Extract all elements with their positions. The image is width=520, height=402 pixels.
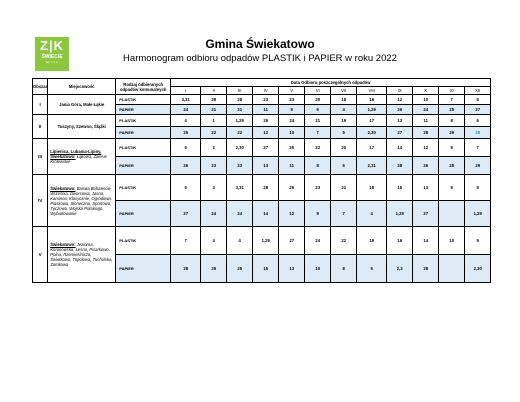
papier-date-cell: 27 <box>465 105 491 115</box>
plastik-date-cell: 28 <box>201 95 227 105</box>
plastik-date-cell: 3,31 <box>227 175 253 201</box>
table-row <box>33 227 491 255</box>
plastik-date-cell: 23 <box>279 95 305 105</box>
plastik-date-cell: 27 <box>279 227 305 255</box>
obszar-cell: III <box>33 139 48 175</box>
header-month: IV <box>253 87 279 95</box>
plastik-date-cell: 13 <box>387 115 413 127</box>
miejscowosc-cell <box>48 227 116 283</box>
plastik-date-cell: 14 <box>387 139 413 157</box>
plastik-date-cell: 23 <box>253 95 279 105</box>
header-month: IX <box>387 87 413 95</box>
papier-date-cell: 11 <box>279 157 305 175</box>
papier-date-cell: 9 <box>279 105 305 115</box>
papier-date-cell: 28 <box>387 157 413 175</box>
plastik-date-cell: 9 <box>465 175 491 201</box>
header-month: V <box>279 87 305 95</box>
schedule-body <box>33 95 491 283</box>
table-row <box>33 139 491 157</box>
papier-date-cell: 27 <box>387 127 413 139</box>
plastik-date-cell: 24 <box>279 115 305 127</box>
plastik-date-cell: 8 <box>439 115 465 127</box>
papier-date-cell: 12 <box>253 127 279 139</box>
plastik-date-cell: 22 <box>331 227 357 255</box>
papier-date-cell: 2,31 <box>357 157 387 175</box>
papier-date-cell: 24 <box>227 201 253 227</box>
miejscowosc-streets: Barwia,Bohaterów Września, Dworcowa, Jasna, Kaminna, Klasycznie, Ogrodowa, Piaskowa, Słoneczna, Sportowa, Tęczowa, Wojska Polskiego, Wybudowanie <box>50 185 112 216</box>
papier-type-cell: PAPIER <box>116 201 171 227</box>
papier-date-cell: 14 <box>253 201 279 227</box>
logo-mark: Z|K <box>40 38 64 53</box>
header-month: II <box>201 87 227 95</box>
header-month: XII <box>465 87 491 95</box>
plastik-date-cell: 7 <box>439 95 465 105</box>
plastik-date-cell: 3,31 <box>171 95 201 105</box>
papier-date-cell: 26 <box>171 157 201 175</box>
miejscowosc-streets: Jeziorna, Koronowska, Leśna, Pisarkowo, Polna, Rzemieślnicza, Świetkowo, Topolowa, Tucholska, Zamkowa <box>50 242 113 267</box>
papier-date-cell: 22 <box>227 127 253 139</box>
papier-date-cell: 1,29 <box>465 201 491 227</box>
plastik-type-cell: PLASTIK <box>116 139 171 157</box>
papier-date-cell: 6 <box>331 157 357 175</box>
papier-date-cell: 12 <box>279 201 305 227</box>
papier-date-cell <box>439 201 465 227</box>
plastik-date-cell: 2,30 <box>227 139 253 157</box>
papier-date-cell: 10 <box>305 255 331 283</box>
plastik-date-cell: 20 <box>305 95 331 105</box>
plastik-date-cell: 16 <box>387 227 413 255</box>
page-title: Gmina Świekatowo <box>205 37 315 51</box>
plastik-date-cell: 5 <box>171 139 201 157</box>
papier-date-cell: 5 <box>331 127 357 139</box>
papier-type-cell: PAPIER <box>116 105 171 115</box>
papier-date-cell: 26 <box>387 105 413 115</box>
plastik-date-cell: 19 <box>331 115 357 127</box>
miejscowosc-streets: Łąkowa, Zalesie Królewskie <box>50 154 108 164</box>
miejscowosc-text: Jania Góra, Małe Łąkie <box>59 102 105 107</box>
plastik-date-cell: 21 <box>331 175 357 201</box>
plastik-date-cell: 1,29 <box>227 115 253 127</box>
papier-date-cell: 25 <box>201 255 227 283</box>
plastik-type-cell: PLASTIK <box>116 227 171 255</box>
plastik-date-cell: 9 <box>465 227 491 255</box>
papier-date-cell: 26 <box>413 157 439 175</box>
header-miejscowosc: Miejscowość <box>48 79 116 95</box>
papier-date-cell: 2,30 <box>465 255 491 283</box>
plastik-date-cell: 17 <box>357 139 387 157</box>
schedule-table <box>32 78 491 283</box>
miejscowosc-cell <box>48 139 116 175</box>
plastik-date-cell: 5 <box>465 95 491 105</box>
papier-date-cell: 28 <box>439 157 465 175</box>
plastik-date-cell: 14 <box>413 227 439 255</box>
plastik-date-cell: 10 <box>439 227 465 255</box>
plastik-date-cell: 5 <box>171 175 201 201</box>
papier-date-cell: 8 <box>331 255 357 283</box>
papier-date-cell: 28 <box>413 127 439 139</box>
header-month: XI <box>439 87 465 95</box>
papier-date-cell: 11 <box>253 105 279 115</box>
plastik-date-cell: 7 <box>465 139 491 157</box>
papier-date-cell: 2,3 <box>387 255 413 283</box>
miejscowosc-cell <box>48 95 116 115</box>
obszar-cell: IV <box>33 175 48 227</box>
plastik-date-cell: 4 <box>171 115 201 127</box>
plastik-date-cell: 27 <box>253 139 279 157</box>
plastik-type-cell: PLASTIK <box>116 115 171 127</box>
plastik-date-cell: 25 <box>279 139 305 157</box>
table-row <box>33 95 491 105</box>
plastik-date-cell: 10 <box>413 95 439 105</box>
plastik-date-cell: 6 <box>465 115 491 127</box>
obszar-cell: V <box>33 227 48 283</box>
plastik-date-cell: 13 <box>413 175 439 201</box>
papier-date-cell: 28 <box>413 255 439 283</box>
papier-date-cell: 25 <box>439 105 465 115</box>
papier-date-cell: 21 <box>227 105 253 115</box>
plastik-date-cell: 18 <box>357 175 387 201</box>
header-obszar: Obszar <box>33 79 48 95</box>
obszar-cell: II <box>33 115 48 139</box>
plastik-date-cell: 23 <box>305 175 331 201</box>
plastik-date-cell: 21 <box>305 115 331 127</box>
papier-date-cell: 1,29 <box>387 201 413 227</box>
logo-name: ŚWIECIE <box>41 54 63 60</box>
papier-date-cell: 24 <box>201 201 227 227</box>
papier-date-cell: 25 <box>227 255 253 283</box>
plastik-date-cell: 26 <box>253 115 279 127</box>
papier-date-cell: 21 <box>201 105 227 115</box>
papier-date-cell: 1,29 <box>357 105 387 115</box>
header-rodzaj: Rodzaj odbieranych odpadów komunalnych <box>116 79 171 95</box>
miejscowosc-text: Tuszyny, Szewno, Ślążki <box>57 124 106 129</box>
plastik-date-cell: 4 <box>227 227 253 255</box>
papier-date-cell: 24 <box>413 105 439 115</box>
plastik-date-cell: 9 <box>439 139 465 157</box>
header-month: X <box>413 87 439 95</box>
plastik-date-cell: 9 <box>439 175 465 201</box>
papier-date-cell: 29 <box>439 127 465 139</box>
miejscowosc-town: Świekatowo: <box>50 242 76 247</box>
papier-date-cell: 28 <box>171 255 201 283</box>
papier-date-cell: 4 <box>331 105 357 115</box>
papier-date-cell: 13 <box>279 255 305 283</box>
plastik-date-cell: 3 <box>201 175 227 201</box>
plastik-type-cell: PLASTIK <box>116 95 171 105</box>
miejscowosc-cell <box>48 175 116 227</box>
plastik-date-cell: 28 <box>227 95 253 105</box>
plastik-date-cell: 15 <box>387 175 413 201</box>
plastik-date-cell: 1,29 <box>253 227 279 255</box>
plastik-date-cell: 11 <box>413 115 439 127</box>
plastik-date-cell: 12 <box>413 139 439 157</box>
papier-date-cell: 28 <box>465 127 491 139</box>
papier-date-cell: 13 <box>253 157 279 175</box>
papier-date-cell: 22 <box>201 127 227 139</box>
papier-date-cell: 2,30 <box>357 127 387 139</box>
papier-type-cell: PAPIER <box>116 127 171 139</box>
plastik-date-cell: 7 <box>171 227 201 255</box>
plastik-date-cell: 24 <box>305 227 331 255</box>
plastik-date-cell: 19 <box>357 227 387 255</box>
papier-date-cell: 27 <box>171 201 201 227</box>
papier-date-cell: 25 <box>171 127 201 139</box>
table-row <box>33 115 491 127</box>
papier-date-cell: 8 <box>305 157 331 175</box>
papier-date-cell: 23 <box>227 157 253 175</box>
papier-date-cell: 7 <box>305 127 331 139</box>
papier-date-cell <box>439 255 465 283</box>
header-month: VII <box>331 87 357 95</box>
papier-date-cell: 6 <box>305 105 331 115</box>
papier-date-cell: 5 <box>357 255 387 283</box>
plastik-date-cell: 4 <box>201 227 227 255</box>
miejscowosc-town: Świekatowo: <box>50 185 76 191</box>
papier-type-cell: PAPIER <box>116 255 171 283</box>
plastik-date-cell: 2 <box>201 139 227 157</box>
header-month: III <box>227 87 253 95</box>
header-month: I <box>171 87 201 95</box>
papier-date-cell: 29 <box>465 157 491 175</box>
papier-date-cell: 15 <box>253 255 279 283</box>
plastik-type-cell: PLASTIK <box>116 175 171 201</box>
papier-date-cell: 9 <box>305 201 331 227</box>
papier-date-cell: 10 <box>279 127 305 139</box>
plastik-date-cell: 22 <box>305 139 331 157</box>
plastik-date-cell: 17 <box>357 115 387 127</box>
papier-date-cell: 27 <box>413 201 439 227</box>
obszar-cell: I <box>33 95 48 115</box>
table-row <box>33 175 491 201</box>
papier-date-cell: 23 <box>201 157 227 175</box>
logo-sub: Sp. z o.o. <box>45 60 59 64</box>
miejscowosc-town: Lipienica, Lubania-Lipiny, Świekatowo: <box>50 149 102 159</box>
header-daty: Data Odbioru poszczególnych odpadów <box>171 79 491 87</box>
header-month: VIII <box>357 87 387 95</box>
papier-date-cell: 7 <box>331 201 357 227</box>
plastik-date-cell: 26 <box>279 175 305 201</box>
plastik-date-cell: 18 <box>331 95 357 105</box>
plastik-date-cell: 20 <box>331 139 357 157</box>
papier-date-cell: 4 <box>357 201 387 227</box>
papier-date-cell: 24 <box>171 105 201 115</box>
page-subtitle: Harmonogram odbioru odpadów PLASTIK i PAPIER w roku 2022 <box>123 53 397 64</box>
miejscowosc-cell <box>48 115 116 139</box>
plastik-date-cell: 12 <box>387 95 413 105</box>
papier-type-cell: PAPIER <box>116 157 171 175</box>
plastik-date-cell: 16 <box>357 95 387 105</box>
header-month: VI <box>305 87 331 95</box>
plastik-date-cell: 28 <box>253 175 279 201</box>
plastik-date-cell: 1 <box>201 115 227 127</box>
